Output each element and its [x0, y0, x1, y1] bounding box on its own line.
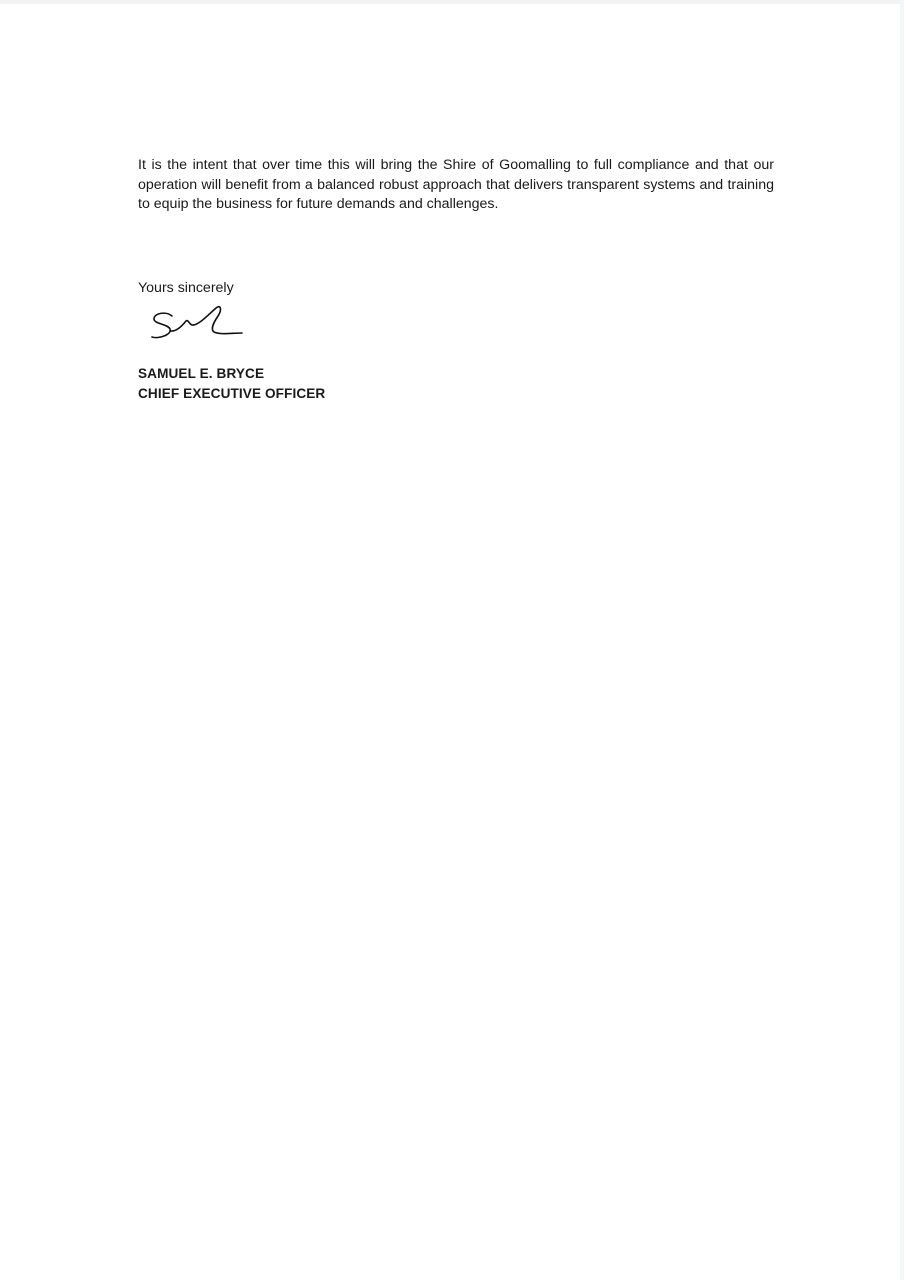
scan-top-edge	[0, 0, 904, 4]
signature-image	[148, 302, 248, 348]
signer-name: SAMUEL E. BRYCE	[138, 366, 265, 381]
scan-right-edge	[900, 0, 904, 1280]
letter-closing: Yours sincerely	[138, 280, 234, 296]
signer-title: CHIEF EXECUTIVE OFFICER	[138, 386, 326, 401]
letter-body-paragraph: It is the intent that over time this will bring the Shire of Goomalling to full compliance and that our operation will benefit from a balanced robust approach that delivers transparent systems and training to equip the business for future demands and challenges.	[138, 157, 774, 212]
